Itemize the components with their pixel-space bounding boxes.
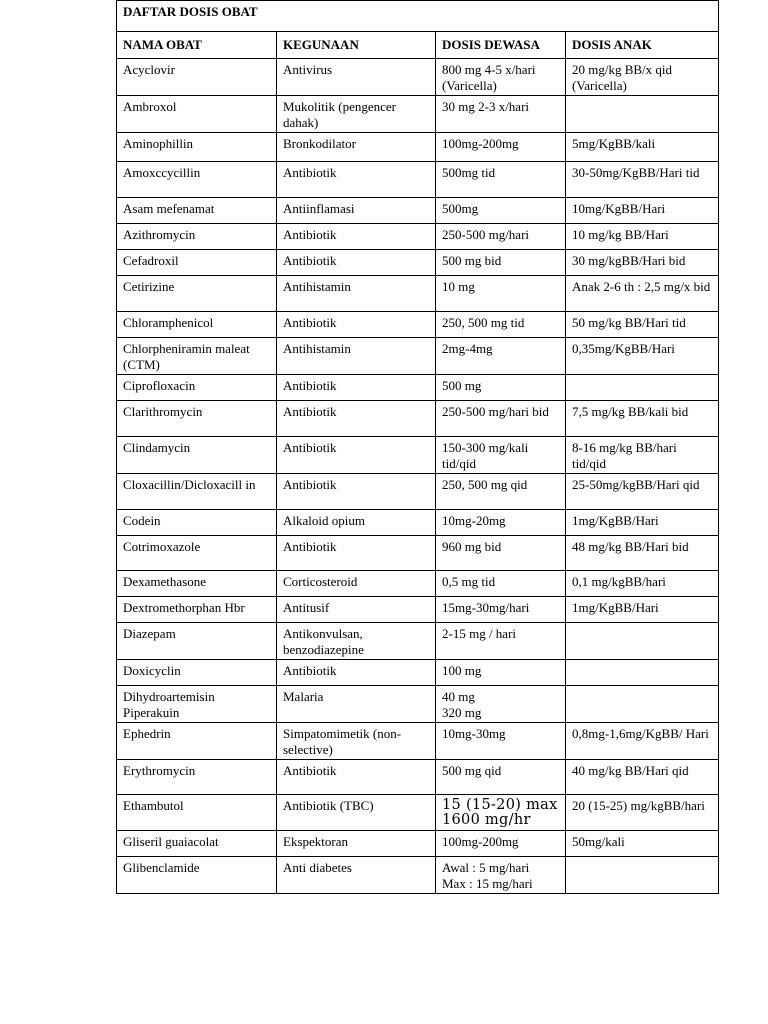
cell-kegunaan: Antihistamin (277, 338, 436, 375)
cell-anak (566, 375, 719, 401)
cell-anak: 10 mg/kg BB/Hari (566, 224, 719, 250)
cell-dewasa: 960 mg bid (436, 536, 566, 571)
cell-anak: 10mg/KgBB/Hari (566, 198, 719, 224)
cell-dewasa: 250-500 mg/hari bid (436, 401, 566, 437)
cell-kegunaan: Antibiotik (277, 224, 436, 250)
cell-dewasa: 15mg-30mg/hari (436, 597, 566, 623)
cell-dewasa: 250, 500 mg qid (436, 474, 566, 510)
cell-nama: Ciprofloxacin (117, 375, 277, 401)
column-header-nama-obat: NAMA OBAT (117, 32, 277, 59)
cell-nama: Dextromethorphan Hbr (117, 597, 277, 623)
cell-dewasa: 250-500 mg/hari (436, 224, 566, 250)
cell-nama: Cefadroxil (117, 250, 277, 276)
column-header-kegunaan: KEGUNAAN (277, 32, 436, 59)
cell-nama: Ephedrin (117, 723, 277, 760)
table-row (117, 660, 719, 686)
cell-kegunaan: Malaria (277, 686, 436, 723)
cell-anak: 1mg/KgBB/Hari (566, 510, 719, 536)
cell-kegunaan: Antivirus (277, 59, 436, 96)
column-header-dosis-anak: DOSIS ANAK (566, 32, 719, 59)
cell-kegunaan: Antiinflamasi (277, 198, 436, 224)
table-row (117, 686, 719, 723)
cell-anak (566, 623, 719, 660)
cell-anak: 20 (15-25) mg/kgBB/hari (566, 795, 719, 831)
cell-anak: 7,5 mg/kg BB/kali bid (566, 401, 719, 437)
cell-dewasa: 100mg-200mg (436, 831, 566, 857)
table-row (117, 375, 719, 401)
cell-anak: 0,8mg-1,6mg/KgBB/ Hari (566, 723, 719, 760)
cell-kegunaan: Antihistamin (277, 276, 436, 312)
cell-anak: 8-16 mg/kg BB/hari tid/qid (566, 437, 719, 474)
cell-nama: Cetirizine (117, 276, 277, 312)
cell-kegunaan: Antibiotik (277, 474, 436, 510)
cell-dewasa: 500mg tid (436, 162, 566, 198)
cell-dewasa: 250, 500 mg tid (436, 312, 566, 338)
cell-kegunaan: Anti diabetes (277, 857, 436, 894)
table-row (117, 276, 719, 312)
table-row (117, 401, 719, 437)
cell-dewasa: 15 (15-20) max 1600 mg/hr (436, 795, 566, 831)
table-row (117, 96, 719, 133)
cell-dewasa: Awal : 5 mg/hari Max : 15 mg/hari (436, 857, 566, 894)
table-row (117, 760, 719, 795)
cell-dewasa: 10mg-30mg (436, 723, 566, 760)
table-body (117, 59, 719, 894)
cell-anak: Anak 2-6 th : 2,5 mg/x bid (566, 276, 719, 312)
table-row (117, 536, 719, 571)
cell-nama: Chlorpheniramin maleat (CTM) (117, 338, 277, 375)
cell-kegunaan: Antibiotik (277, 437, 436, 474)
cell-nama: Dexamethasone (117, 571, 277, 597)
dosage-table (116, 0, 719, 894)
cell-kegunaan: Bronkodilator (277, 133, 436, 162)
cell-anak (566, 96, 719, 133)
cell-kegunaan: Simpatomimetik (non-selective) (277, 723, 436, 760)
cell-anak (566, 660, 719, 686)
cell-dewasa: 800 mg 4-5 x/hari (Varicella) (436, 59, 566, 96)
cell-dewasa: 500 mg qid (436, 760, 566, 795)
cell-kegunaan: Ekspektoran (277, 831, 436, 857)
cell-kegunaan: Antibiotik (277, 375, 436, 401)
cell-anak: 50mg/kali (566, 831, 719, 857)
cell-dewasa: 0,5 mg tid (436, 571, 566, 597)
cell-anak (566, 686, 719, 723)
table-row (117, 857, 719, 894)
cell-kegunaan: Corticosteroid (277, 571, 436, 597)
cell-kegunaan: Antikonvulsan, benzodiazepine (277, 623, 436, 660)
cell-anak: 50 mg/kg BB/Hari tid (566, 312, 719, 338)
cell-nama: Gliseril guaiacolat (117, 831, 277, 857)
cell-anak: 40 mg/kg BB/Hari qid (566, 760, 719, 795)
cell-kegunaan: Antibiotik (277, 162, 436, 198)
cell-dewasa: 500 mg bid (436, 250, 566, 276)
cell-anak: 5mg/KgBB/kali (566, 133, 719, 162)
table-row (117, 437, 719, 474)
cell-dewasa: 2-15 mg / hari (436, 623, 566, 660)
cell-dewasa: 30 mg 2-3 x/hari (436, 96, 566, 133)
cell-dewasa: 10mg-20mg (436, 510, 566, 536)
cell-anak: 48 mg/kg BB/Hari bid (566, 536, 719, 571)
cell-anak: 0,35mg/KgBB/Hari (566, 338, 719, 375)
cell-nama: Ambroxol (117, 96, 277, 133)
cell-nama: Dihydroartemisin Piperakuin (117, 686, 277, 723)
table-row (117, 831, 719, 857)
cell-kegunaan: Antibiotik (277, 250, 436, 276)
cell-anak: 0,1 mg/kgBB/hari (566, 571, 719, 597)
cell-kegunaan: Antibiotik (277, 660, 436, 686)
cell-nama: Cloxacillin/Dicloxacill in (117, 474, 277, 510)
cell-nama: Acyclovir (117, 59, 277, 96)
table-row (117, 162, 719, 198)
cell-nama: Azithromycin (117, 224, 277, 250)
cell-dewasa: 150-300 mg/kali tid/qid (436, 437, 566, 474)
cell-dewasa: 500mg (436, 198, 566, 224)
table-row (117, 474, 719, 510)
table-row (117, 571, 719, 597)
table-row (117, 510, 719, 536)
cell-nama: Ethambutol (117, 795, 277, 831)
cell-anak: 30-50mg/KgBB/Hari tid (566, 162, 719, 198)
table-row (117, 312, 719, 338)
cell-kegunaan: Antibiotik (277, 401, 436, 437)
cell-dewasa: 500 mg (436, 375, 566, 401)
cell-dewasa: 2mg-4mg (436, 338, 566, 375)
cell-kegunaan: Mukolitik (pengencer dahak) (277, 96, 436, 133)
cell-nama: Asam mefenamat (117, 198, 277, 224)
cell-anak: 1mg/KgBB/Hari (566, 597, 719, 623)
cell-kegunaan: Alkaloid opium (277, 510, 436, 536)
cell-nama: Cotrimoxazole (117, 536, 277, 571)
cell-nama: Diazepam (117, 623, 277, 660)
table-row (117, 723, 719, 760)
cell-nama: Aminophillin (117, 133, 277, 162)
table-row (117, 133, 719, 162)
table-row (117, 795, 719, 831)
cell-dewasa: 100 mg (436, 660, 566, 686)
cell-nama: Clarithromycin (117, 401, 277, 437)
cell-kegunaan: Antibiotik (277, 312, 436, 338)
cell-anak: 25-50mg/kgBB/Hari qid (566, 474, 719, 510)
cell-nama: Codein (117, 510, 277, 536)
table-row (117, 250, 719, 276)
cell-nama: Chloramphenicol (117, 312, 277, 338)
table-row (117, 338, 719, 375)
cell-nama: Erythromycin (117, 760, 277, 795)
cell-nama: Doxicyclin (117, 660, 277, 686)
cell-anak: 30 mg/kgBB/Hari bid (566, 250, 719, 276)
cell-dewasa: 10 mg (436, 276, 566, 312)
table-row (117, 59, 719, 96)
table-row (117, 198, 719, 224)
cell-kegunaan: Antitusif (277, 597, 436, 623)
cell-nama: Glibenclamide (117, 857, 277, 894)
cell-nama: Amoxccycillin (117, 162, 277, 198)
cell-anak (566, 857, 719, 894)
cell-kegunaan: Antibiotik (277, 760, 436, 795)
table-title: DAFTAR DOSIS OBAT (117, 1, 719, 32)
cell-kegunaan: Antibiotik (277, 536, 436, 571)
cell-nama: Clindamycin (117, 437, 277, 474)
header-row (117, 32, 719, 59)
cell-dewasa: 40 mg 320 mg (436, 686, 566, 723)
cell-anak: 20 mg/kg BB/x qid (Varicella) (566, 59, 719, 96)
table-row (117, 597, 719, 623)
cell-dewasa: 100mg-200mg (436, 133, 566, 162)
cell-kegunaan: Antibiotik (TBC) (277, 795, 436, 831)
table-row (117, 623, 719, 660)
table-row (117, 224, 719, 250)
column-header-dosis-dewasa: DOSIS DEWASA (436, 32, 566, 59)
